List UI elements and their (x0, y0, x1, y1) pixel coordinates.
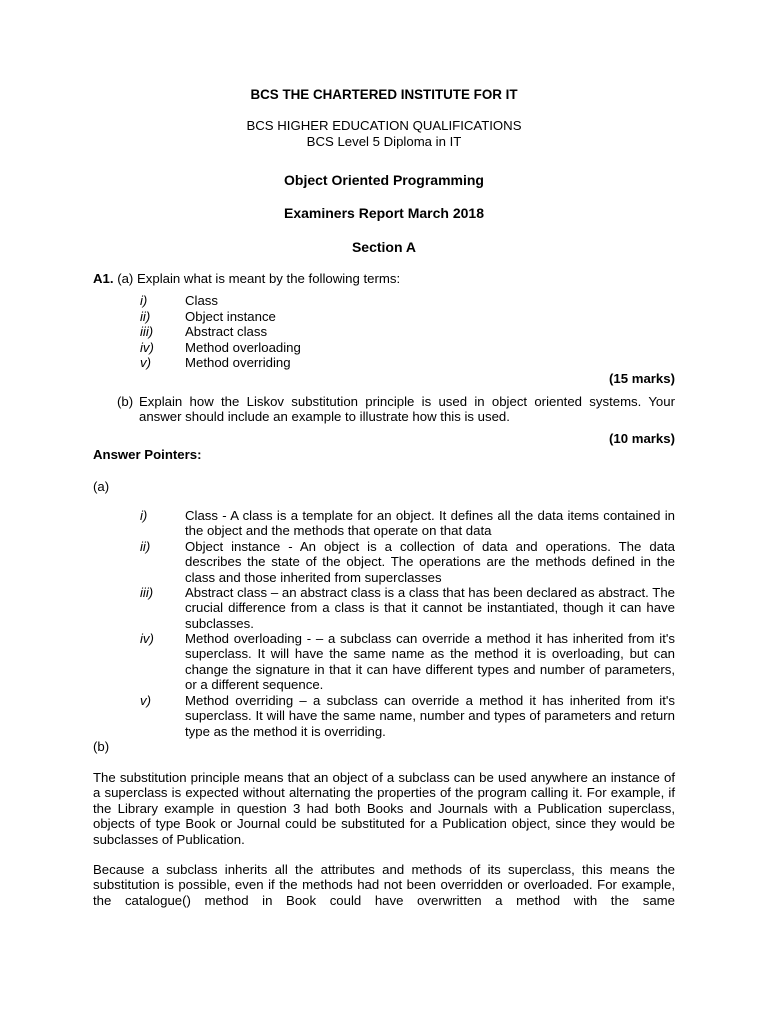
course-title: Object Oriented Programming (284, 172, 484, 188)
term-num: i) (140, 293, 148, 308)
term-num: iii) (140, 324, 154, 339)
part-a-prompt: Explain what is meant by the following terms: (137, 271, 401, 286)
answer-paragraph-2: Because a subclass inherits all the attributes and methods of its superclass, this means the substitution is possible, even if the methods had not been overridden or overloaded. For example, the catalogue() method in Book could have overwritten a method with the same (93, 862, 675, 908)
term-num: ii) (140, 308, 151, 324)
answer-part-b-label: (b) (93, 739, 110, 754)
term-item (140, 340, 700, 356)
report-title: Examiners Report March 2018 (284, 205, 484, 221)
answer-text: Method overloading - – a subclass can override a method it has inherited from it's superclass. It will have the same name as the method it is overloading, but can change the signature in that it can have different types and number of parameters, or a different sequence. (185, 631, 675, 693)
term-text: Abstract class (185, 324, 268, 339)
answer-num: ii) (140, 539, 151, 554)
answer-num: i) (140, 508, 148, 523)
answer-part-a-label: (a) (93, 479, 110, 494)
part-b-label: (b) (117, 394, 134, 409)
answer-text: Abstract class – an abstract class is a class that has been declared as abstract. The crucial difference from a class is that it cannot be instantiated, though it can have subclasses. (185, 585, 675, 631)
term-item (140, 355, 700, 371)
part-a-marks: (15 marks) (609, 371, 675, 386)
answer-paragraph-1: The substitution principle means that an object of a subclass can be used anywhere an instance of a superclass is expected without alternating the properties of the program calling it. For example, if the Library example in question 3 had both Books and Journals with a Publication superclass, objects of type Book or Journal could be substituted for a Publication object, since they would be subclasses of Publication. (93, 770, 675, 847)
qualifications-line: BCS HIGHER EDUCATION QUALIFICATIONS (246, 118, 522, 133)
answer-text: Class - A class is a template for an object. It defines all the data items contained in the object and the methods that operate on that data (185, 508, 675, 539)
term-item (140, 293, 700, 309)
answer-text: Method overriding – a subclass can override a method it has inherited from it's superclass. It will have the same name, number and types of parameters and return type as the method it is overriding. (185, 693, 675, 739)
section-heading: Section A (351, 239, 417, 255)
term-num: v) (140, 355, 151, 370)
term-text: Object instance (185, 308, 276, 324)
question-header (93, 271, 400, 286)
answer-pointers-heading: Answer Pointers: (93, 447, 202, 462)
answer-num: iv) (140, 631, 154, 646)
institute-title: BCS THE CHARTERED INSTITUTE FOR IT (250, 87, 518, 102)
terms-list (140, 293, 700, 371)
term-item (140, 309, 700, 325)
term-num: iv) (140, 339, 154, 355)
level-line: BCS Level 5 Diploma in IT (306, 134, 462, 149)
question-number: A1. (93, 271, 114, 286)
term-text: Method overriding (185, 355, 291, 370)
part-a-label: (a) (117, 271, 134, 286)
term-item (140, 324, 700, 340)
part-b-prompt: Explain how the Liskov substitution principle is used in object oriented systems. Your answer should include an example to illustrate how this is used. (139, 394, 675, 425)
answer-num: v) (140, 693, 151, 708)
answer-num: iii) (140, 585, 154, 600)
answer-text: Object instance - An object is a collection of data and operations. The data describes the state of the object. The operations are the methods defined in the class and those inherited from superclasses (185, 539, 675, 585)
term-text: Method overloading (185, 339, 301, 355)
part-b-marks: (10 marks) (609, 431, 675, 446)
term-text: Class (185, 293, 218, 308)
